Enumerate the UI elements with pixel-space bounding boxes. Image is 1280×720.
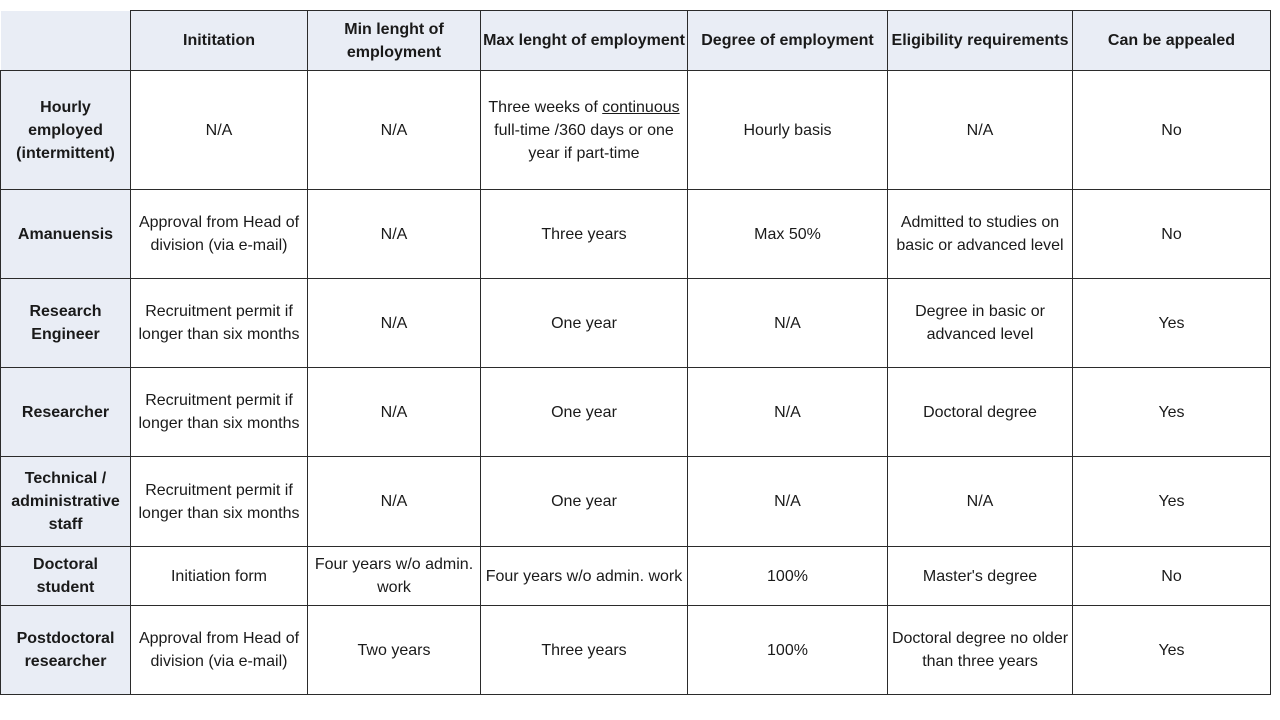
cell-eligibility: N/A	[888, 457, 1073, 547]
cell-initiation: Approval from Head of division (via e-mail)	[131, 190, 308, 279]
cell-initiation: Initiation form	[131, 547, 308, 606]
table-row	[1, 190, 1271, 279]
cell-degree: 100%	[688, 606, 888, 695]
cell-eligibility: Master's degree	[888, 547, 1073, 606]
cell-initiation: Recruitment permit if longer than six months	[131, 457, 308, 547]
cell-max-length: Three years	[481, 190, 688, 279]
cell-min-length: Two years	[308, 606, 481, 695]
cell-eligibility: N/A	[888, 71, 1073, 190]
table-row	[1, 457, 1271, 547]
cell-eligibility: Admitted to studies on basic or advanced level	[888, 190, 1073, 279]
row-label-postdoctoral-researcher: Postdoctoral researcher	[1, 606, 131, 695]
table-row	[1, 71, 1271, 190]
cell-max-length: One year	[481, 457, 688, 547]
cell-min-length: N/A	[308, 368, 481, 457]
cell-min-length: N/A	[308, 279, 481, 368]
cell-max-length: Four years w/o admin. work	[481, 547, 688, 606]
cell-max-length: One year	[481, 279, 688, 368]
header-corner-cell	[1, 11, 131, 71]
cell-eligibility: Doctoral degree	[888, 368, 1073, 457]
cell-degree: N/A	[688, 368, 888, 457]
cell-degree: Hourly basis	[688, 71, 888, 190]
cell-degree: 100%	[688, 547, 888, 606]
header-degree: Degree of employment	[688, 11, 888, 71]
employment-comparison-table-wrapper	[0, 10, 1271, 695]
cell-appealed: Yes	[1073, 606, 1271, 695]
table-row	[1, 547, 1271, 606]
header-initiation: Inititation	[131, 11, 308, 71]
cell-min-length: N/A	[308, 190, 481, 279]
row-label-researcher: Researcher	[1, 368, 131, 457]
cell-eligibility: Doctoral degree no older than three years	[888, 606, 1073, 695]
table-row	[1, 279, 1271, 368]
cell-appealed: Yes	[1073, 457, 1271, 547]
cell-degree: N/A	[688, 279, 888, 368]
cell-min-length: N/A	[308, 71, 481, 190]
row-label-hourly-employed: Hourly employed (intermittent)	[1, 71, 131, 190]
cell-initiation: N/A	[131, 71, 308, 190]
cell-min-length: N/A	[308, 457, 481, 547]
cell-appealed: No	[1073, 547, 1271, 606]
cell-degree: Max 50%	[688, 190, 888, 279]
header-row	[1, 11, 1271, 71]
header-max-length: Max lenght of employment	[481, 11, 688, 71]
cell-degree: N/A	[688, 457, 888, 547]
cell-appealed: No	[1073, 190, 1271, 279]
cell-appealed: Yes	[1073, 368, 1271, 457]
max-length-text-underlined: continuous	[602, 98, 680, 116]
row-label-technical-administrative-staff: Technical / administrative staff	[1, 457, 131, 547]
max-length-text-pre: Three weeks of	[488, 98, 603, 116]
cell-eligibility: Degree in basic or advanced level	[888, 279, 1073, 368]
row-label-research-engineer: Research Engineer	[1, 279, 131, 368]
employment-comparison-table	[0, 10, 1271, 695]
cell-max-length	[481, 71, 688, 190]
cell-appealed: No	[1073, 71, 1271, 190]
cell-initiation: Approval from Head of division (via e-mail)	[131, 606, 308, 695]
max-length-text-post: full-time /360 days or one year if part-time	[494, 121, 674, 162]
cell-max-length: Three years	[481, 606, 688, 695]
row-label-amanuensis: Amanuensis	[1, 190, 131, 279]
cell-min-length: Four years w/o admin. work	[308, 547, 481, 606]
row-label-doctoral-student: Doctoral student	[1, 547, 131, 606]
header-min-length: Min lenght of employment	[308, 11, 481, 71]
header-eligibility: Eligibility requirements	[888, 11, 1073, 71]
cell-initiation: Recruitment permit if longer than six months	[131, 279, 308, 368]
cell-appealed: Yes	[1073, 279, 1271, 368]
cell-initiation: Recruitment permit if longer than six months	[131, 368, 308, 457]
table-row	[1, 606, 1271, 695]
table-row	[1, 368, 1271, 457]
header-appealed: Can be appealed	[1073, 11, 1271, 71]
cell-max-length: One year	[481, 368, 688, 457]
